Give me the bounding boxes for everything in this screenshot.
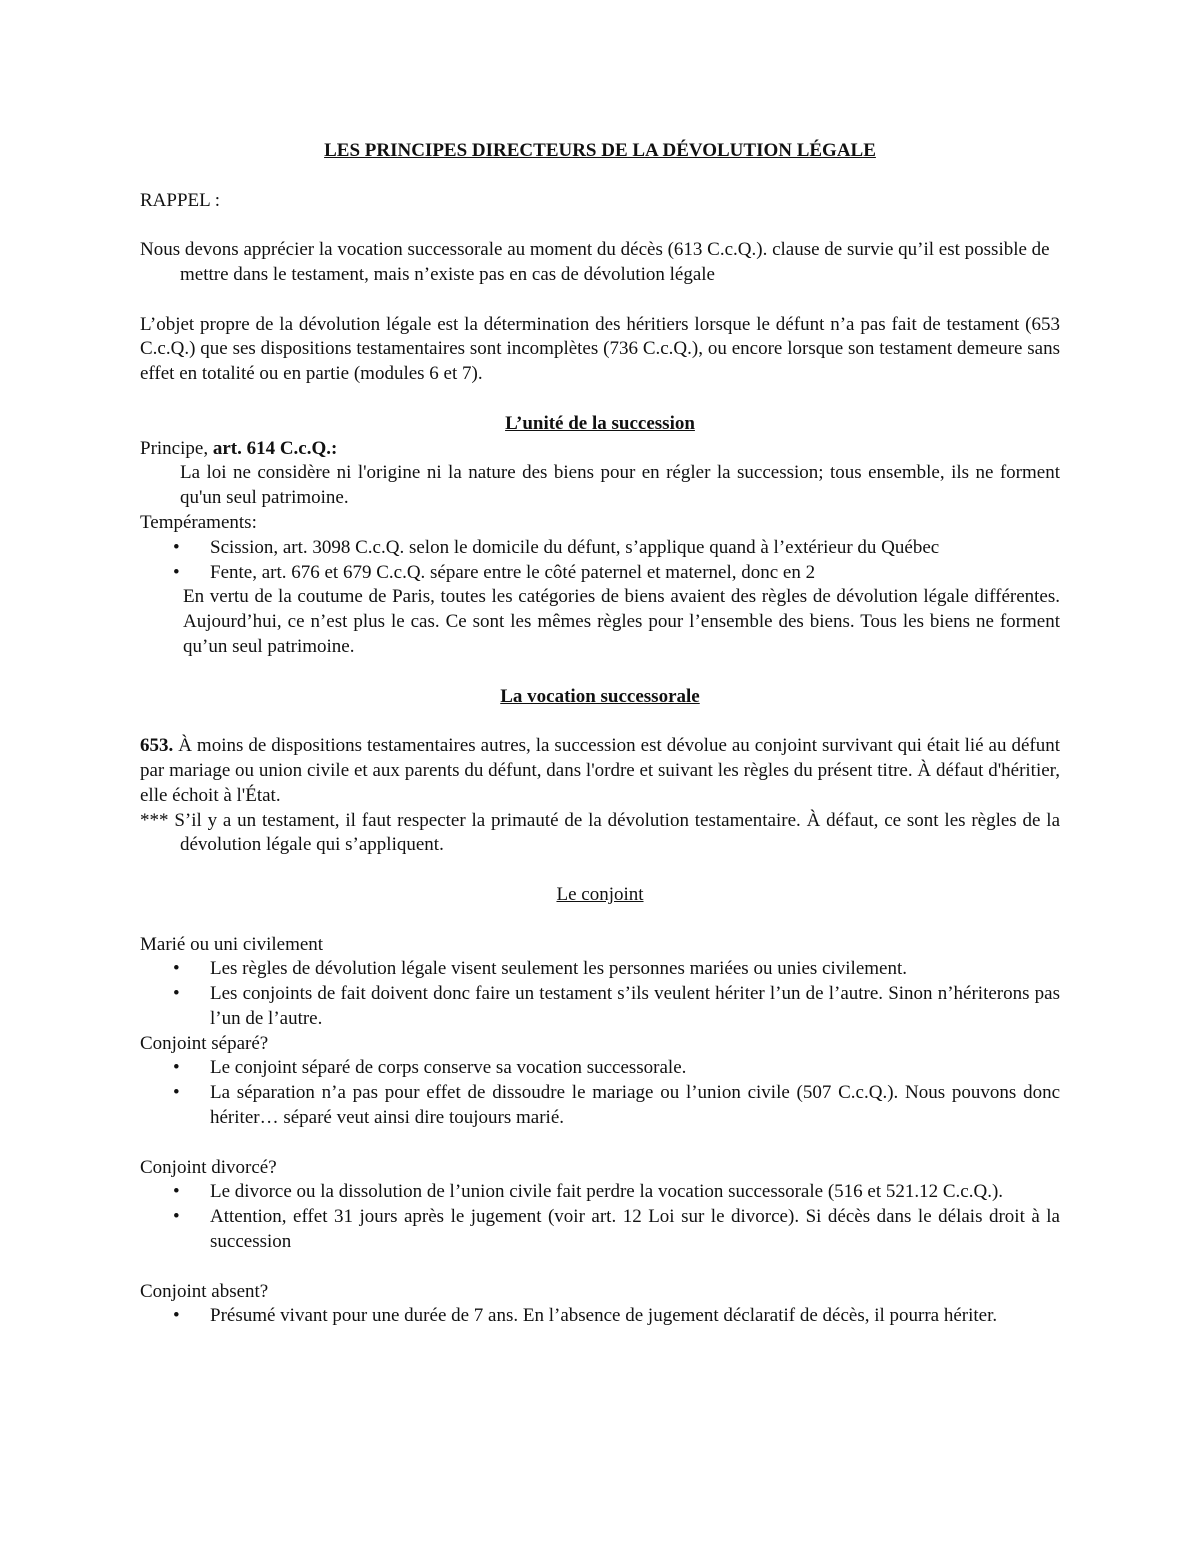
principe-label: Principe, (140, 437, 213, 459)
separe-list (140, 1056, 1060, 1130)
section-heading-vocation: La vocation successorale (500, 685, 700, 707)
rappel-paragraph-1: Nous devons apprécier la vocation successorale au moment du décès (613 C.c.Q.). clause de survie qu’il est possible de mettre dans le testament, mais n’existe pas en cas de dévolution légale (140, 239, 1050, 285)
bullet-icon: • (173, 1057, 180, 1079)
absent-list (140, 1304, 1060, 1329)
marie-list (140, 957, 1060, 1031)
unite-note: En vertu de la coutume de Paris, toutes les catégories de biens avaient des règles de dévolution légale différentes. Aujourd’hui, ce n’est plus le cas. Ce sont les mêmes règles pour l’ensemble des biens. Tous les biens ne forment qu’un seul patrimoine. (183, 586, 1060, 657)
bullet-icon: • (173, 1082, 180, 1104)
principe-text: La loi ne considère ni l'origine ni la nature des biens pour en régler la succession; tous ensemble, ils ne forment qu'un seul patrimoine. (180, 462, 1060, 509)
section-heading-conjoint: Le conjoint (556, 883, 644, 905)
bullet-icon: • (173, 983, 180, 1005)
list-item: • Les règles de dévolution légale visent seulement les personnes mariées ou unies civilement. (140, 957, 1060, 982)
list-item: • Présumé vivant pour une durée de 7 ans. En l’absence de jugement déclaratif de décès, il pourra hériter. (140, 1304, 1060, 1329)
list-item: • Le divorce ou la dissolution de l’union civile fait perdre la vocation successorale (516 et 521.12 C.c.Q.). (140, 1180, 1060, 1205)
list-item: • Les conjoints de fait doivent donc faire un testament s’ils veulent hériter l’un de l’autre. Sinon n’hériterons pas l’un de l’autre. (173, 983, 1060, 1029)
bullet-icon: • (173, 561, 180, 583)
list-item: • Fente, art. 676 et 679 C.c.Q. sépare entre le côté paternel et maternel, donc en 2 (140, 561, 1060, 586)
section-heading-unite: L’unité de la succession (505, 412, 695, 434)
marie-label: Marié ou uni civilement (140, 933, 324, 955)
page-title: LES PRINCIPES DIRECTEURS DE LA DÉVOLUTION LÉGALE (324, 140, 876, 161)
list-item: • Le conjoint séparé de corps conserve sa vocation successorale. (140, 1056, 1060, 1081)
list-item: • La séparation n’a pas pour effet de dissoudre le mariage ou l’union civile (507 C.c.Q.). Nous pouvons donc hériter… séparé veut ainsi dire toujours marié. (173, 1082, 1060, 1129)
vocation-note: *** S’il y a un testament, il faut respecter la primauté de la dévolution testamentaire. À défaut, ce sont les règles de la dévolution légale qui s’appliquent. (140, 809, 1060, 856)
article-number: 653. (140, 735, 174, 757)
bullet-icon: • (173, 1181, 180, 1203)
rappel-label: RAPPEL : (140, 189, 221, 211)
principe-line (140, 437, 1060, 462)
article-text: À moins de dispositions testamentaires autres, la succession est dévolue au conjoint survivant qui était lié au défunt par mariage ou union civile et aux parents du défunt, dans l'ordre et suivant les règles du présent titre. À défaut d'héritier, elle échoit à l'État. (140, 735, 1060, 806)
bullet-icon: • (173, 536, 180, 558)
article-653 (140, 734, 1060, 808)
bullet-icon: • (173, 1305, 180, 1327)
divorce-list (140, 1180, 1060, 1254)
document-body (140, 139, 1060, 1329)
bullet-icon: • (173, 958, 180, 980)
temperaments-list (140, 536, 1060, 586)
bullet-icon: • (173, 1206, 180, 1228)
temperaments-label: Tempéraments: (140, 511, 257, 533)
rappel-paragraph-2: L’objet propre de la dévolution légale est la détermination des héritiers lorsque le défunt n’a pas fait de testament (653 C.c.Q.) que ses dispositions testamentaires sont incomplètes (736 C.c.Q.), ou encore lorsque son testament demeure sans effet en totalité ou en partie (modules 6 et 7). (140, 313, 1060, 385)
principe-article-ref: art. 614 C.c.Q.: (212, 437, 338, 459)
absent-label: Conjoint absent? (140, 1280, 269, 1302)
separe-label: Conjoint séparé? (140, 1032, 269, 1054)
list-item: • Attention, effet 31 jours après le jugement (voir art. 12 Loi sur le divorce). Si décès dans le délais droit à la succession (173, 1206, 1060, 1253)
list-item: • Scission, art. 3098 C.c.Q. selon le domicile du défunt, s’applique quand à l’extérieur du Québec (140, 536, 1060, 561)
divorce-label: Conjoint divorcé? (140, 1156, 277, 1178)
